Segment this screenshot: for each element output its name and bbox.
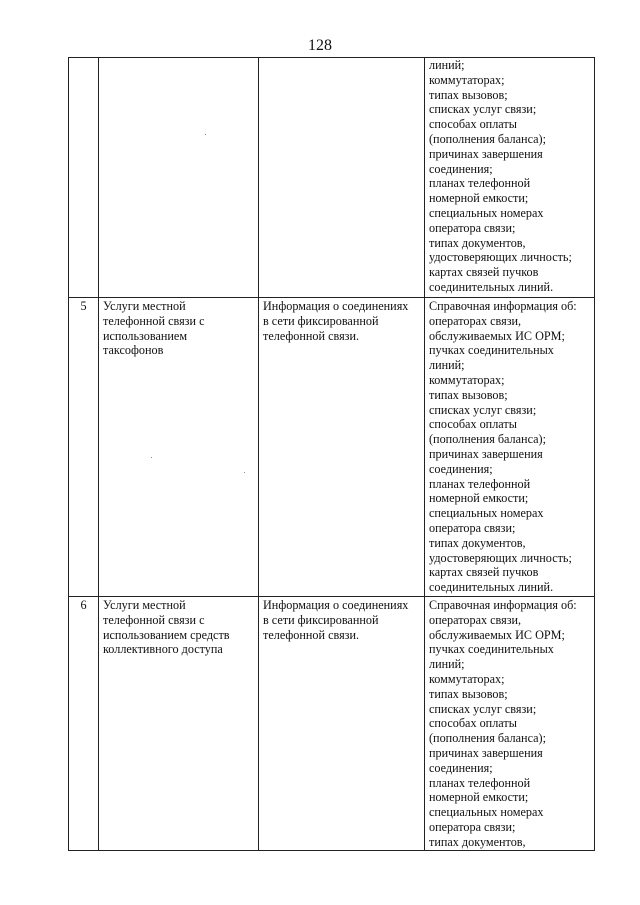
reference-line: номерной емкости;	[429, 790, 529, 805]
reference-line: удостоверяющих личность;	[429, 550, 572, 565]
reference-line: пучках соединительных	[429, 642, 554, 657]
reference-line: причинах завершения	[429, 745, 543, 760]
reference-line: обслуживаемых ИС ОРМ;	[429, 328, 565, 343]
reference-line: соединительных линий.	[429, 279, 554, 294]
reference-line: специальных номерах	[429, 506, 544, 521]
reference-line: операторах связи,	[429, 313, 522, 328]
service-line: Услуги местной	[103, 299, 186, 313]
reference-line: соединения;	[429, 161, 493, 176]
service-line: использованием средств	[103, 627, 230, 642]
reference-line: списках услуг связи;	[429, 102, 537, 117]
reference-line: (пополнения баланса);	[429, 731, 546, 746]
reference-line: операторах связи,	[429, 612, 522, 627]
reference-line: линий;	[429, 358, 465, 373]
reference-line: линий;	[429, 657, 465, 672]
reference-line: оператора связи;	[429, 220, 516, 235]
reference-line: списках услуг связи;	[429, 701, 537, 716]
reference-line: способах оплаты	[429, 716, 517, 731]
table-row-6	[69, 597, 595, 851]
row-number-cell	[69, 58, 99, 298]
scan-speck	[151, 457, 152, 458]
reference-line: коммутаторах;	[429, 671, 505, 686]
reference-line: Справочная информация об:	[429, 598, 577, 612]
info-line: телефонной связи.	[263, 627, 360, 642]
scan-speck	[244, 472, 245, 473]
reference-line: типах документов,	[429, 834, 526, 849]
row-number-cell	[69, 298, 99, 597]
service-line: таксофонов	[103, 343, 164, 358]
reference-line: коммутаторах;	[429, 72, 505, 87]
info-line: телефонной связи.	[263, 328, 360, 343]
reference-line: списках услуг связи;	[429, 402, 537, 417]
reference-line: соединительных линий.	[429, 580, 554, 595]
reference-line: типах документов,	[429, 535, 526, 550]
table-row-continuation	[69, 58, 595, 298]
reference-line: линий;	[429, 58, 465, 72]
row-number: 5	[80, 299, 87, 313]
services-table	[68, 57, 595, 851]
service-cell	[99, 298, 259, 597]
reference-line: (пополнения баланса);	[429, 432, 546, 447]
reference-line: (пополнения баланса);	[429, 131, 546, 146]
service-line: телефонной связи с	[103, 313, 205, 328]
reference-line: планах телефонной	[429, 476, 531, 491]
reference-line: планах телефонной	[429, 775, 531, 790]
reference-line: обслуживаемых ИС ОРМ;	[429, 627, 565, 642]
reference-line: специальных номерах	[429, 205, 544, 220]
info-cell	[259, 58, 425, 298]
reference-line: соединения;	[429, 760, 493, 775]
service-cell	[99, 597, 259, 851]
service-line: использованием	[103, 328, 188, 343]
reference-line: коммутаторах;	[429, 372, 505, 387]
reference-line: картах связей пучков	[429, 565, 539, 580]
reference-line: типах вызовов;	[429, 87, 508, 102]
reference-line: номерной емкости;	[429, 191, 529, 206]
reference-line: типах документов,	[429, 235, 526, 250]
reference-line: способах оплаты	[429, 417, 517, 432]
scan-speck	[205, 134, 206, 135]
service-cell	[99, 58, 259, 298]
service-line: Услуги местной	[103, 598, 186, 612]
row-number-cell	[69, 597, 99, 851]
reference-line: Справочная информация об:	[429, 299, 577, 313]
reference-line: соединения;	[429, 461, 493, 476]
info-line: Информация о соединениях	[263, 299, 409, 313]
reference-line: специальных номерах	[429, 805, 544, 820]
row-number: 6	[80, 598, 87, 612]
info-line: в сети фиксированной	[263, 313, 379, 328]
info-line: в сети фиксированной	[263, 612, 379, 627]
reference-line: типах вызовов;	[429, 686, 508, 701]
reference-line: причинах завершения	[429, 146, 543, 161]
reference-cell	[425, 298, 595, 597]
reference-line: причинах завершения	[429, 446, 543, 461]
reference-line: удостоверяющих личность;	[429, 250, 572, 265]
page-number: 128	[308, 37, 332, 54]
reference-line: планах телефонной	[429, 176, 531, 191]
reference-line: типах вызовов;	[429, 387, 508, 402]
service-line: телефонной связи с	[103, 612, 205, 627]
reference-line: картах связей пучков	[429, 265, 539, 280]
info-line: Информация о соединениях	[263, 598, 409, 612]
service-line: коллективного доступа	[103, 642, 223, 657]
reference-line: оператора связи;	[429, 819, 516, 834]
reference-line: номерной емкости;	[429, 491, 529, 506]
info-cell	[259, 298, 425, 597]
reference-line: оператора связи;	[429, 520, 516, 535]
reference-line: способах оплаты	[429, 117, 517, 132]
reference-line: пучках соединительных	[429, 343, 554, 358]
reference-cell	[425, 597, 595, 851]
info-cell	[259, 597, 425, 851]
reference-cell	[425, 58, 595, 298]
table-row-5	[69, 298, 595, 597]
